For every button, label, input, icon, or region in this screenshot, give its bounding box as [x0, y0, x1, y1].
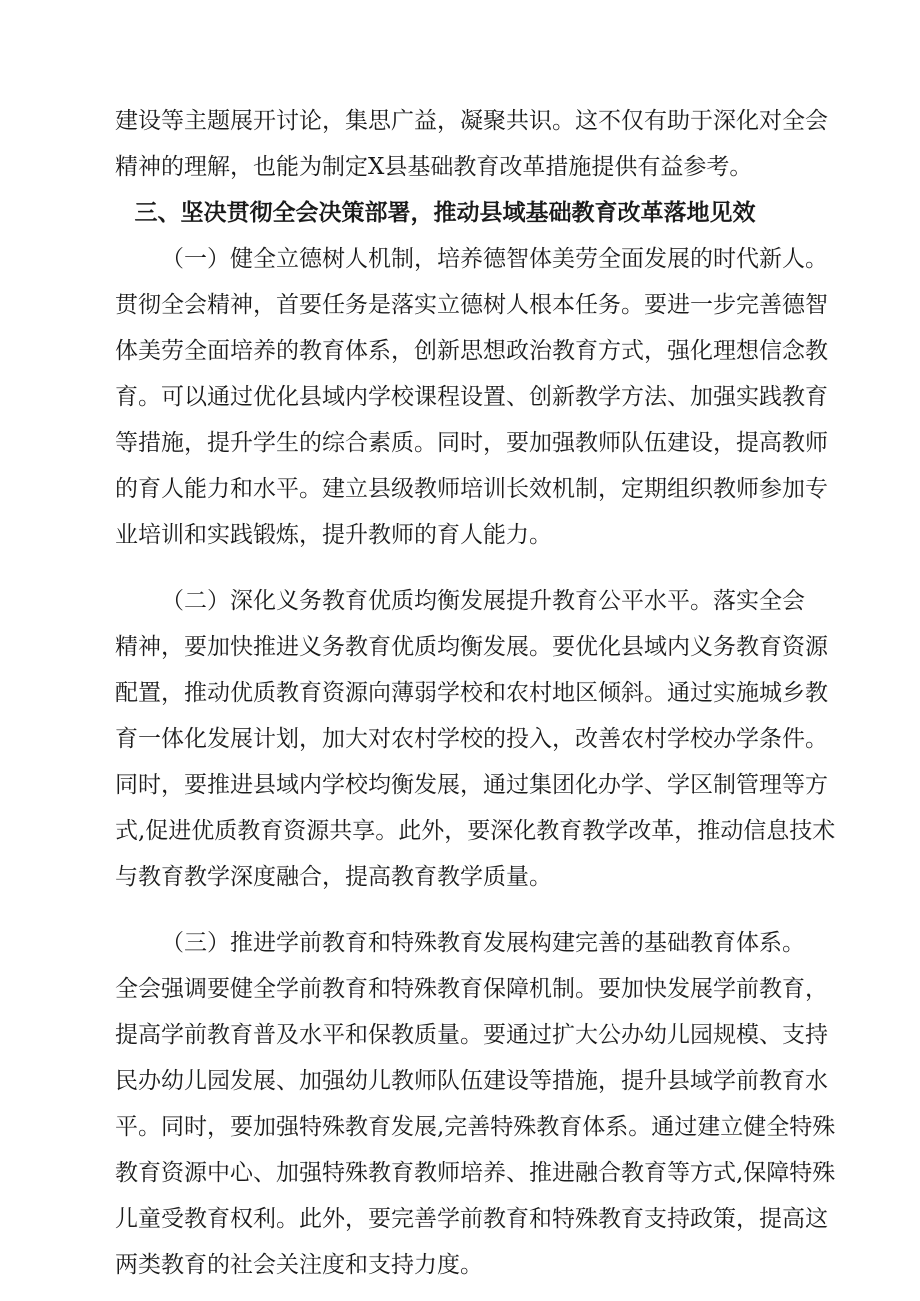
text-line: 业培训和实践锻炼，提升教师的育人能力。 [115, 522, 552, 548]
text-line: 教育资源中心、加强特殊教育教师培养、推进融合教育等方式,保障特殊 [115, 1160, 836, 1186]
text-line: 精神，要加快推进义务教育优质均衡发展。要优化县域内义务教育资源 [115, 634, 828, 660]
text-line: 等措施，提升学生的综合素质。同时，要加强教师队伍建设，提高教师 [115, 430, 828, 456]
subsection-title-line: （二）深化义务教育优质均衡发展提升教育公平水平。落实全会 [161, 588, 805, 614]
subsection-title-line: （一）健全立德树人机制，培养德智体美劳全面发展的时代新人。 [161, 246, 828, 272]
text-line: 的育人能力和水平。建立县级教师培训长效机制，定期组织教师参加专 [115, 476, 828, 502]
text-line: 两类教育的社会关注度和支持力度。 [115, 1252, 483, 1278]
text-line: 贯彻全会精神，首要任务是落实立德树人根本任务。要进一步完善德智 [115, 292, 828, 318]
subsection-3-paragraph [115, 920, 836, 1288]
text-line: 儿童受教育权利。此外，要完善学前教育和特殊教育支持政策，提高这 [115, 1206, 828, 1232]
paragraph-gap [115, 900, 805, 920]
paragraph-gap [115, 558, 805, 578]
text-line: 同时，要推进县域内学校均衡发展，通过集团化办学、学区制管理等方 [115, 772, 828, 798]
text-line: 平。同时，要加强特殊教育发展,完善特殊教育体系。通过建立健全特殊 [115, 1114, 836, 1140]
subsection-title-line: （三）推进学前教育和特殊教育发展构建完善的基础教育体系。 [161, 930, 805, 956]
text-line: 民办幼儿园发展、加强幼儿教师队伍建设等措施，提升县域学前教育水 [115, 1068, 828, 1094]
text-line: 配置，推动优质教育资源向薄弱学校和农村地区倾斜。通过实施城乡教 [115, 680, 828, 706]
subsection-2-paragraph [115, 578, 836, 900]
subsection-1-paragraph [115, 236, 828, 558]
document-body [115, 98, 836, 1288]
text-line: 育一体化发展计划，加大对农村学校的投入，改善农村学校办学条件。 [115, 726, 828, 752]
text-line: 精神的理解，也能为制定X县基础教育改革措施提供有益参考。 [115, 154, 753, 180]
text-line: 与教育教学深度融合，提高教育教学质量。 [115, 864, 552, 890]
text-line: 体美劳全面培养的教育体系，创新思想政治教育方式，强化理想信念教 [115, 338, 828, 364]
text-line: 提高学前教育普及水平和保教质量。要通过扩大公办幼儿园规模、支持 [115, 1022, 828, 1048]
text-line: 式,促进优质教育资源共享。此外，要深化教育教学改革，推动信息技术 [115, 818, 836, 844]
section-heading: 三、坚决贯彻全会决策部署，推动县域基础教育改革落地见效 [134, 200, 756, 226]
paragraph-intro [115, 98, 828, 190]
text-line: 育。可以通过优化县域内学校课程设置、创新教学方法、加强实践教育 [115, 384, 828, 410]
text-line: 建设等主题展开讨论，集思广益，凝聚共识。这不仅有助于深化对全会 [115, 108, 828, 134]
text-line: 全会强调要健全学前教育和特殊教育保障机制。要加快发展学前教育， [115, 976, 828, 1002]
